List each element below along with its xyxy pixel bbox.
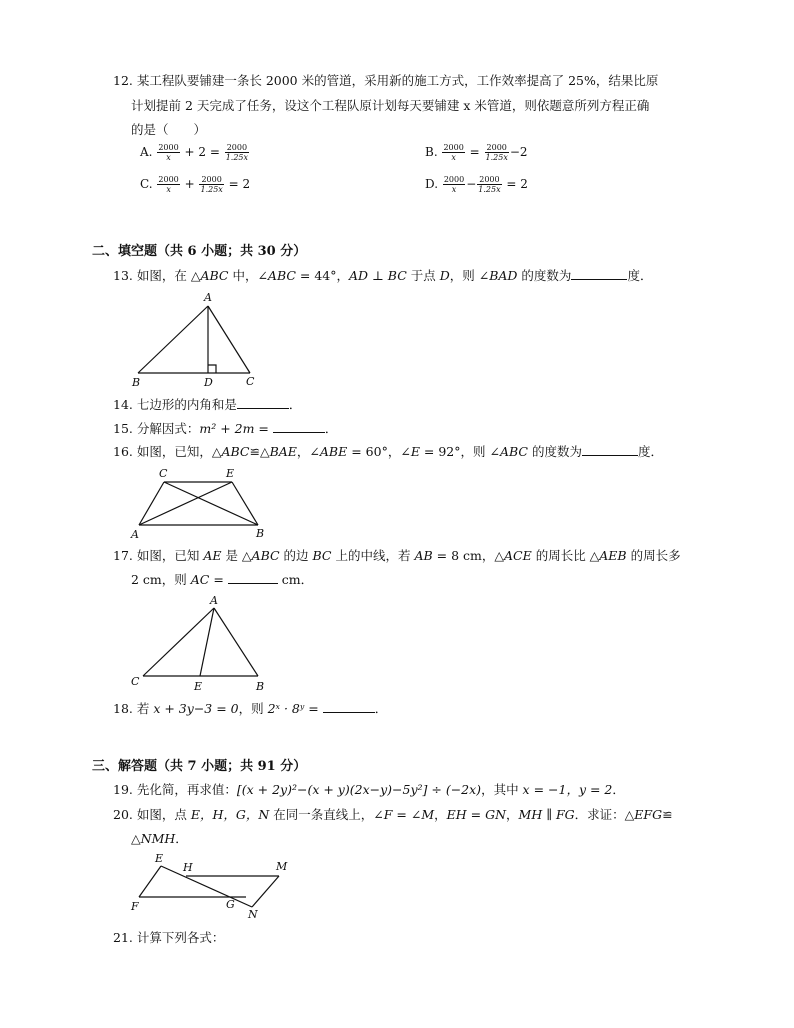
section-title-solve: 三、解答题（共 7 小题；共 91 分） [92, 759, 307, 774]
fraction: $\frac{2000}{1.25x}$ [225, 143, 249, 162]
fraction: $\frac{2000}{1.25x}$ [485, 143, 508, 162]
q20-label-n: N [248, 908, 258, 921]
q14-text: 14. 七边形的内角和是 ． [113, 397, 302, 412]
q16-text: 16. 如图，已知，△ABC≌△BAE，∠ABE = 60°，∠E = 92°，则 ∠ABC 的度数为 度． [113, 444, 663, 459]
q17-label-b: B [256, 680, 265, 693]
fraction: $\frac{2000}{x}$ [158, 175, 179, 194]
q12-option-a[interactable]: A. $\frac{2000}{x}$ + 2 = $\frac{2000}{1.25x}$ [140, 143, 249, 162]
q16-label-e: E [226, 467, 235, 480]
q12-option-d[interactable]: D. $\frac{2000}{x}$ − $\frac{2000}{1.25x}$ = 2 [425, 175, 528, 194]
q13-label-b: B [132, 376, 141, 389]
section-title-fill-in: 二、填空题（共 6 小题；共 30 分） [92, 244, 307, 259]
q12-line2: 计划提前 2 天完成了任务，设这个工程队原计划每天要铺建 x 米管道，则依题意所列方程正确 [131, 98, 650, 113]
q21-text: 21. 计算下列各式： [113, 930, 225, 945]
q12-line3: 的是（ ） [131, 122, 207, 137]
q13-text: 13. 如图，在 △ABC 中，∠ABC = 44°，AD ⊥ BC 于点 D，则 ∠BAD 的度数为 度． [113, 268, 653, 283]
q17-label-a: A [210, 594, 218, 607]
q17-label-c: C [131, 675, 140, 688]
q19-text: 19. 先化简，再求值：[(x + 2y)²−(x + y)(2x−y)−5y²] ÷ (−2x)，其中 x = −1，y = 2． [113, 782, 625, 797]
q20-edge-ef [139, 866, 161, 897]
q12-option-c[interactable]: C. $\frac{2000}{x}$ + $\frac{2000}{1.25x}$ = 2 [140, 175, 251, 194]
q13-label-a: A [204, 291, 212, 304]
q13-label-c: C [246, 375, 255, 388]
q16-label-a: A [131, 528, 139, 541]
fraction: $\frac{2000}{x}$ [443, 143, 464, 162]
fraction: $\frac{2000}{x}$ [443, 175, 465, 194]
q17-line1: 17. 如图，已知 AE 是 △ABC 的边 BC 上的中线，若 AB = 8 cm，△ACE 的周长比 △AEB 的周长多 [113, 548, 681, 563]
q15-text: 15. 分解因式：m² + 2m = ． [113, 421, 338, 436]
q20-line-en [161, 866, 252, 907]
q20-label-m: M [276, 860, 288, 873]
q17-line2: 2 cm，则 AC = cm． [131, 572, 314, 587]
q20-label-g: G [226, 898, 235, 911]
q12-option-b[interactable]: B. $\frac{2000}{x}$ = $\frac{2000}{1.25x}$ −2 [425, 143, 528, 162]
q12-line1: 12. 某工程队要铺建一条长 2000 米的管道，采用新的施工方式，工作效率提高了 25%，结果比原 [113, 73, 659, 88]
q18-text: 18. 若 x + 3y−3 = 0，则 2ˣ · 8ʸ = ． [113, 701, 388, 716]
fraction: $\frac{2000}{1.25x}$ [478, 175, 501, 194]
q20-label-f: F [131, 900, 139, 913]
q20-edge-mn [252, 876, 279, 907]
q20-label-h: H [183, 861, 193, 874]
fraction: $\frac{2000}{1.25x}$ [200, 175, 223, 194]
q17-label-e: E [194, 680, 203, 693]
q16-label-b: B [256, 527, 265, 540]
q13-label-d: D [204, 376, 213, 389]
q20-line1: 20. 如图，点 E，H，G，N 在同一条直线上，∠F = ∠M，EH = GN，MH ∥ FG．求证：△EFG≌ [113, 807, 673, 822]
q20-line2: △NMH． [131, 831, 188, 846]
q20-label-e: E [155, 852, 164, 865]
fraction: $\frac{2000}{x}$ [158, 143, 179, 162]
q16-label-c: C [159, 467, 168, 480]
